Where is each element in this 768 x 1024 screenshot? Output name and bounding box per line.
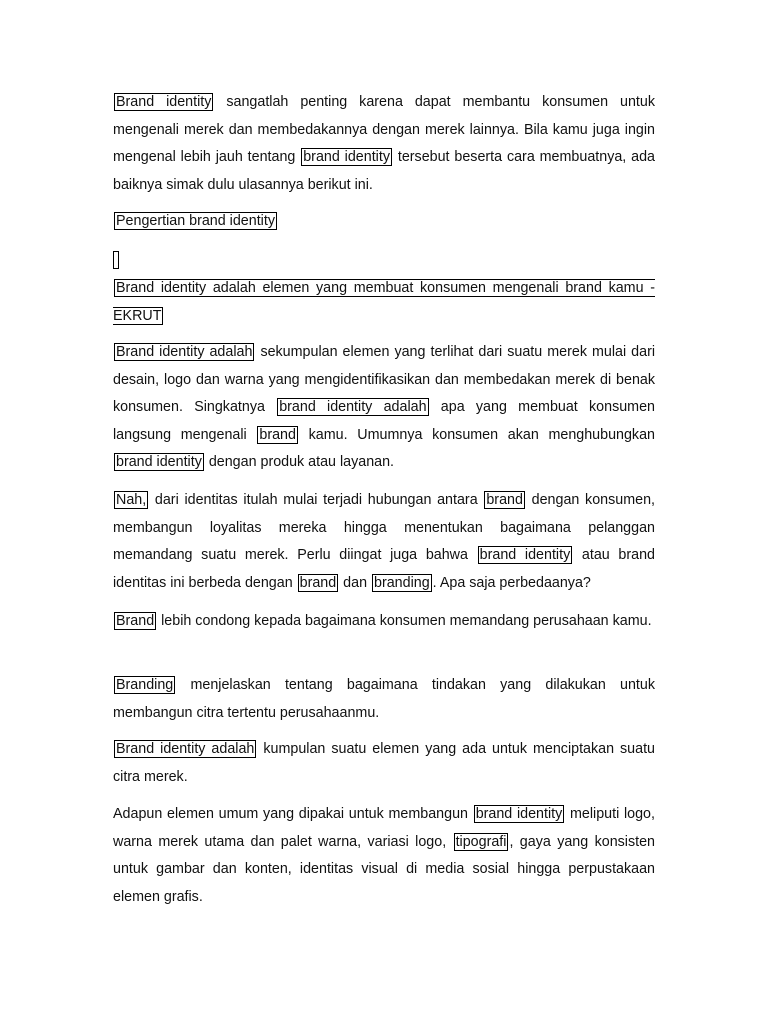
paragraph-text: menjelaskan tentang bagaimana tindakan yang dilakukan untuk membangun citra tertentu perusahaanmu. — [113, 677, 655, 721]
paragraph-text: lebih condong kepada bagaimana konsumen memandang perusahaan kamu. — [157, 613, 652, 629]
section-heading-paragraph — [113, 208, 655, 236]
keyword-link[interactable]: brand identity — [116, 454, 202, 470]
keyword-link[interactable]: brand — [299, 574, 337, 591]
keyword-link[interactable]: branding — [374, 574, 430, 591]
paragraph-text: dan — [339, 574, 372, 591]
empty-image-placeholder — [113, 251, 119, 269]
branding-paragraph — [113, 672, 655, 727]
keyword-link[interactable]: brand identity adalah — [279, 399, 427, 415]
image-caption-paragraph — [113, 275, 655, 330]
paragraph-text: Adapun elemen umum yang dipakai untuk membangun — [113, 806, 473, 822]
paragraph-text: dengan produk atau layanan. — [204, 454, 395, 470]
paragraph-text: tersebut beserta cara membuatnya, ada baiknya simak dulu ulasannya berikut ini. — [113, 149, 655, 193]
paragraph-text: sangatlah penting karena dapat membantu konsumen untuk mengenali merek dan membedakannya dengan merek lainnya. Bila kamu juga ingin mengenal lebih jauh tentang — [113, 94, 655, 165]
keyword-link[interactable]: Brand identity adalah — [116, 741, 255, 757]
paragraph-text: atau brand identitas ini berbeda dengan — [113, 547, 655, 591]
keyword-link[interactable]: Nah, — [116, 492, 147, 508]
intro-paragraph — [113, 89, 655, 199]
elements-paragraph — [113, 801, 655, 911]
keyword-link[interactable]: Branding — [116, 677, 174, 693]
keyword-link[interactable]: tipografi — [455, 833, 507, 850]
brand-paragraph — [113, 608, 655, 636]
keyword-link[interactable]: brand identity — [479, 547, 571, 563]
brand-identity-paragraph — [113, 736, 655, 791]
keyword-link[interactable]: Brand identity adalah — [116, 344, 253, 360]
keyword-link[interactable]: brand identity — [475, 806, 563, 822]
paragraph-text: dari identitas itulah mulai terjadi hubungan antara — [149, 492, 484, 508]
paragraph-text: . Apa saja perbedaanya? — [432, 574, 591, 591]
paragraph-text: , gaya yang konsisten untuk gambar dan konten, identitas visual di media sosial hingga perpustakaan elemen grafis. — [113, 833, 655, 905]
paragraph-text: apa yang membuat konsumen langsung mengenali — [113, 399, 655, 443]
paragraph-text: sekumpulan elemen yang terlihat dari suatu merek mulai dari desain, logo dan warna yang mengidentifikasikan dan membedakan merek di benak konsumen. Singkatnya — [113, 344, 656, 415]
relationship-paragraph — [113, 487, 655, 597]
paragraph-text: dengan konsumen, membangun loyalitas mereka hingga menentukan bagaimana pelanggan memandang suatu merek. Perlu diingat juga bahwa — [113, 492, 655, 563]
keyword-link[interactable]: brand — [486, 492, 523, 508]
keyword-link[interactable]: Brand identity — [116, 94, 212, 110]
definition-paragraph — [113, 339, 655, 477]
paragraph-text: meliputi logo, warna merek utama dan palet warna, variasi logo, — [113, 806, 655, 850]
paragraph-text: kamu. Umumnya konsumen akan menghubungkan — [298, 426, 655, 443]
section-heading-link[interactable]: Pengertian brand identity — [116, 213, 275, 229]
keyword-link[interactable]: Brand — [116, 613, 155, 629]
keyword-link[interactable]: brand — [259, 426, 296, 443]
keyword-link[interactable]: brand identity — [303, 149, 390, 165]
image-caption-link[interactable]: Brand identity adalah elemen yang membuat konsumen mengenali brand kamu - EKRUT — [113, 280, 655, 324]
paragraph-text: kumpulan suatu elemen yang ada untuk menciptakan suatu citra merek. — [113, 741, 656, 785]
